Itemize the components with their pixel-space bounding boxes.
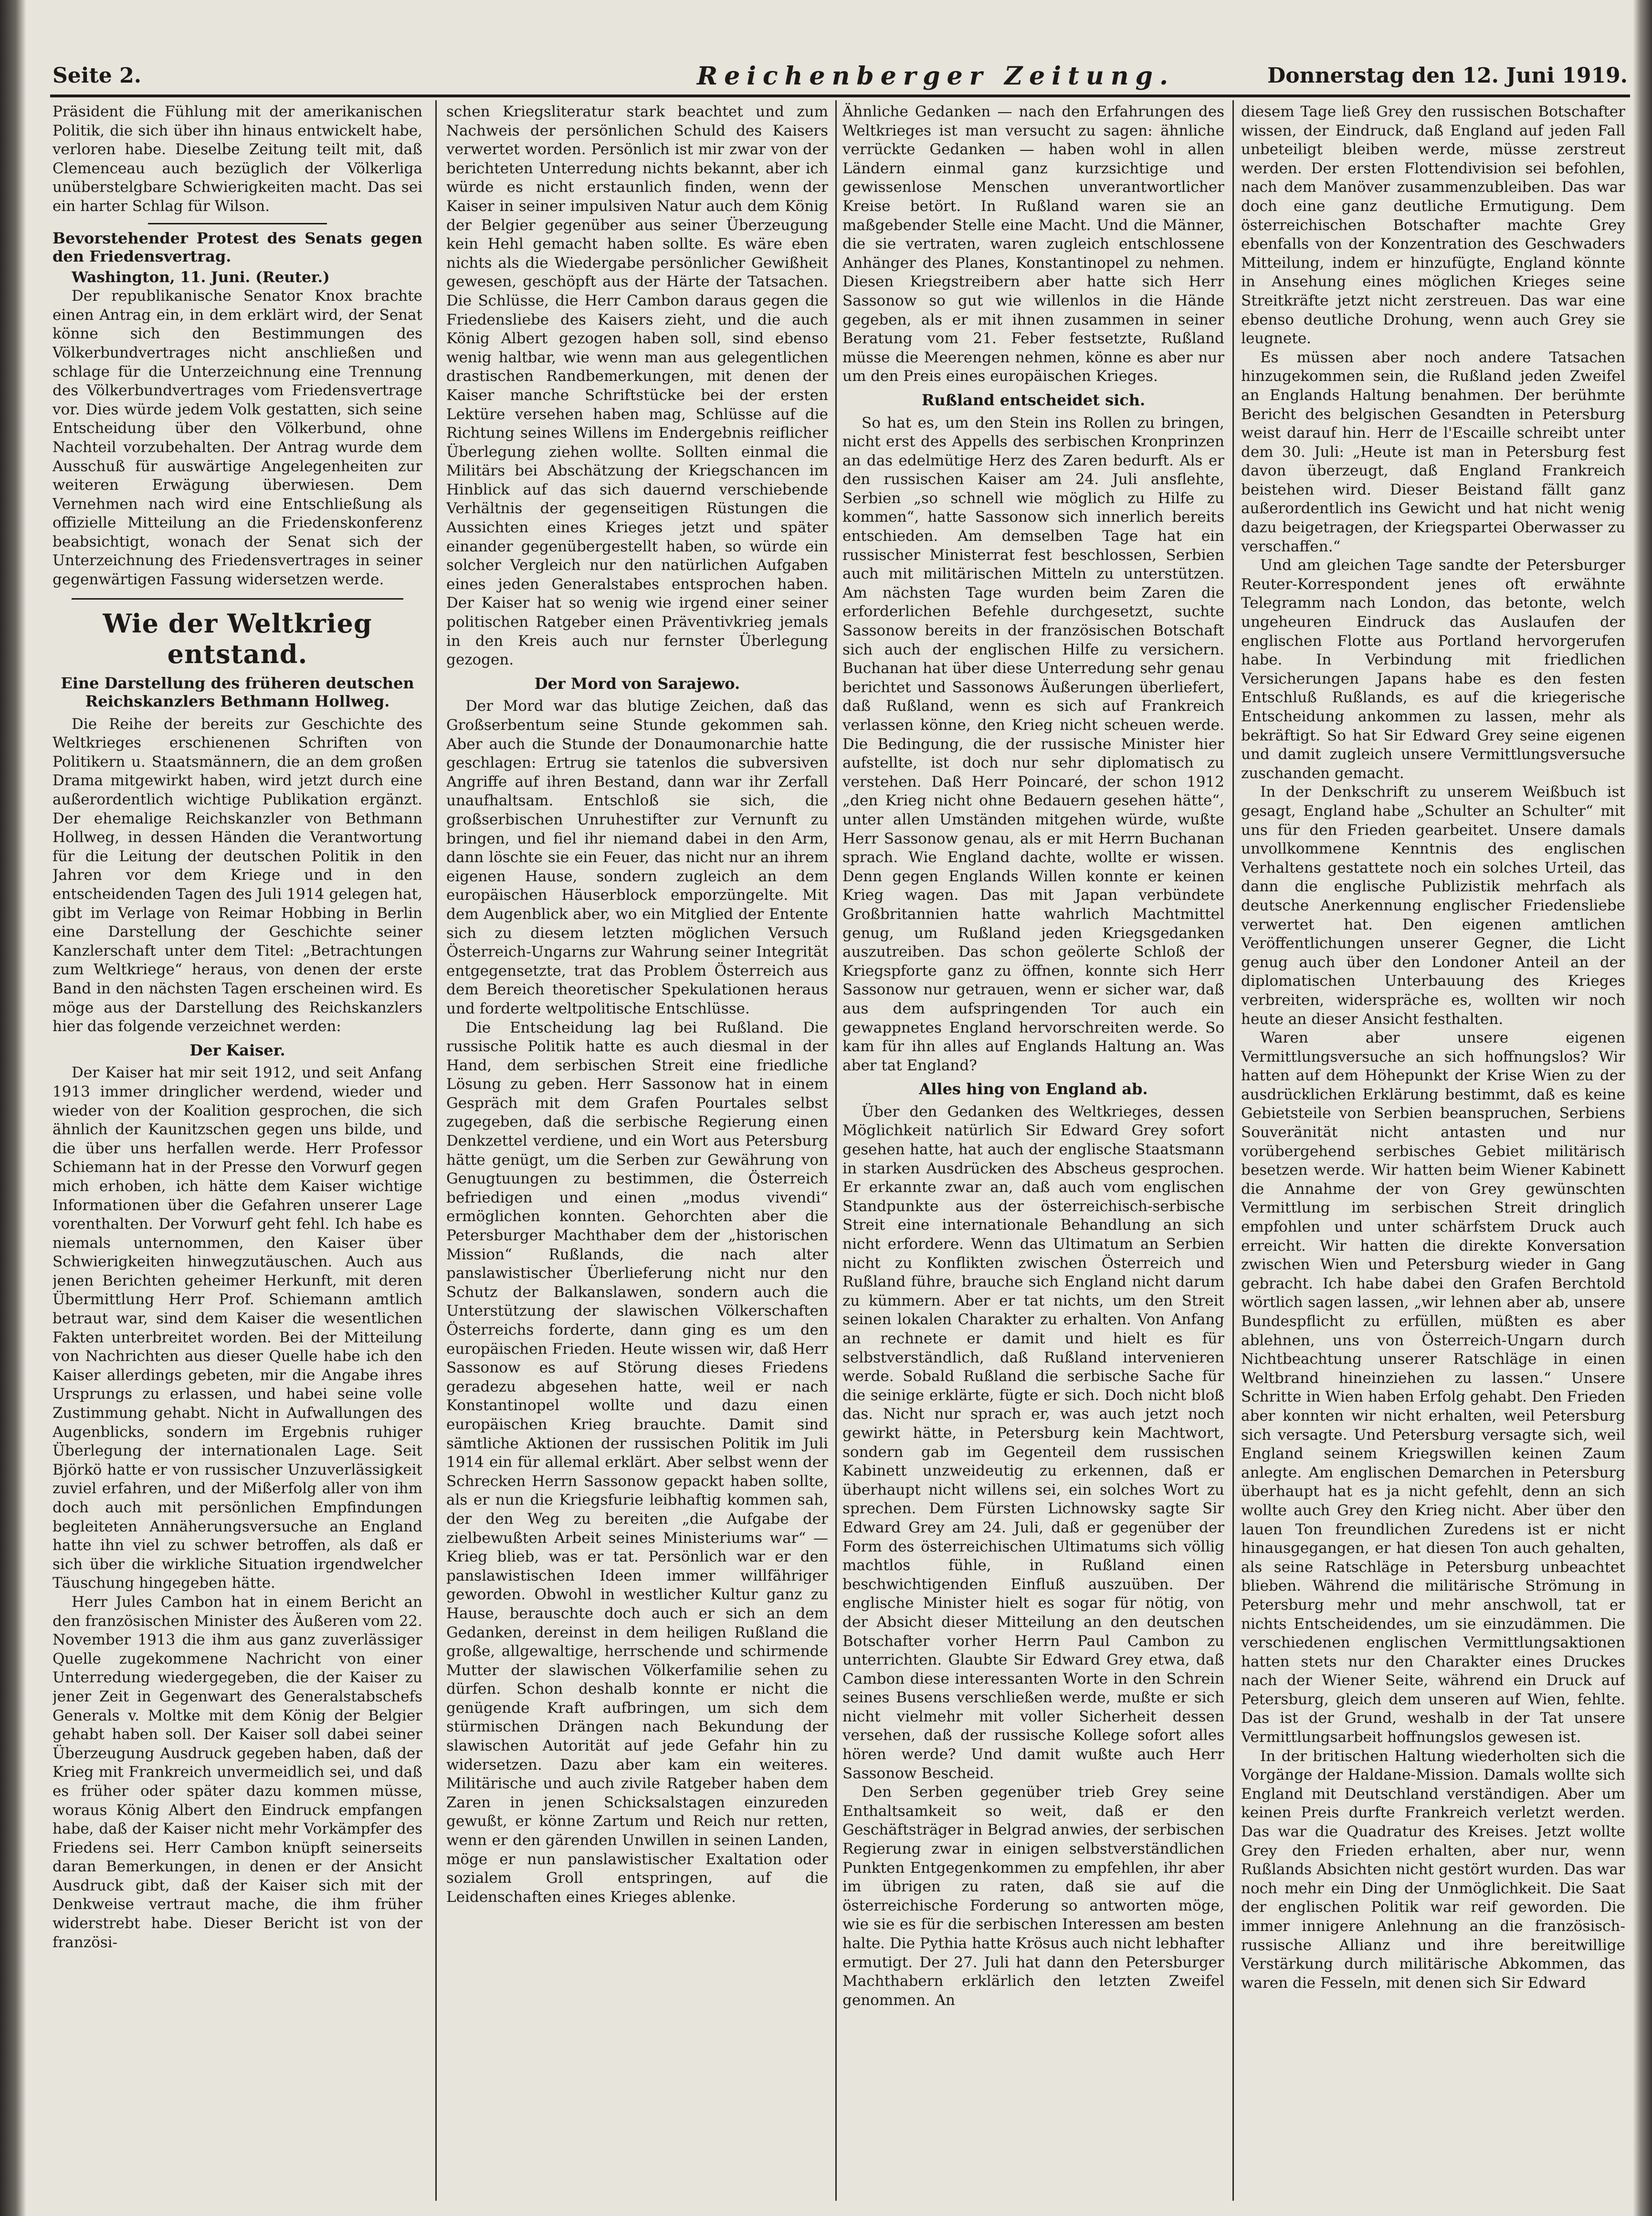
paragraph: Den Serben gegenüber trieb Grey seine Enthaltsamkeit so weit, daß er den Geschäftsträger in Belgrad anwies, der serbischen Regierung zwar in einigen selbstverständlichen Punkten Entgegenkommen zu empfehlen, ihr aber im übrigen zu raten, daß sie auf die österreichische Forderung so antworten möge, wie sie es für die serbischen Interessen am besten halte. Die Pythia hatte Krösus auch nicht lebhafter ermutigt. Der 27. Juli hat dann den Petersburger Machthabern erklärlich den letzten Zweifel genommen. An bbox=[842, 1783, 1224, 2009]
paragraph: Der Mord war das blutige Zeichen, daß das Großserbentum seine Stunde gekommen sah. Aber auch die Stunde der Donaumonarchie hatte geschlagen: Ertrug sie tatenlos die subversiven Angriffe auf ihren Bestand, dann war ihr Zerfall unaufhaltsam. Entschloß sie sich, die großserbischen Unruhestifter zur Vernunft zu bringen, und fiel ihr niemand dabei in den Arm, dann löschte sie ein Feuer, das nicht nur an ihrem eigenen Hause, sondern zugleich an dem europäischen Häuserblock emporzüngelte. Mit dem Augenblick aber, wo ein Mitglied der Entente sich zu diesem letzten möglichen Versuch Österreich-Ungarns zur Wahrung seiner Integrität entgegensetzte, trat das Problem Österreich aus dem Bereich theoretischer Spekulationen heraus und forderte weltpolitische Entschlüsse. bbox=[446, 697, 828, 1017]
paragraph: Der Kaiser hat mir seit 1912, und seit Anfang 1913 immer dringlicher werdend, wieder und wieder von der Koalition gesprochen, die sich ähnlich der Kaunitzschen gegen uns bilde, und die über uns herfallen werde. Herr Professor Schiemann hat in der Presse den Vorwurf gegen mich erhoben, ich hätte dem Kaiser wichtige Informationen über die Gefahren unserer Lage vorenthalten. Der Vorwurf geht fehl. Ich habe es niemals unternommen, den Kaiser über Schwierigkeiten hinwegzutäuschen. Auch aus jenen Berichten geheimer Herkunft, mit deren Übermittlung Herr Prof. Schiemann amtlich betraut war, sind dem Kaiser die wesentlichen Fakten unterbreitet worden. Bei der Mitteilung von Nachrichten aus dieser Quelle habe ich den Kaiser allerdings gebeten, mir die Angabe ihres Ursprungs zu erlassen, und habei seine volle Zustimmung gehabt. Nicht in Aufwallungen des Augenblicks, sondern im Ergebnis ruhiger Überlegung der internationalen Lage. Seit Björkö hatte er von russischer Unzuverlässigkeit zuviel erfahren, und der Mißerfolg aller von ihm doch auch mit persönlichen Empfindungen begleiteten Annäherungsversuche an England hatte ihn viel zu schwer betroffen, als daß er sich über die wirkliche Situation irgendwelcher Täuschung hingegeben hätte. bbox=[53, 1064, 422, 1592]
column-1 bbox=[53, 103, 422, 2194]
section-heading: Alles hing von England ab. bbox=[919, 1080, 1148, 1098]
column-rule-3 bbox=[1232, 100, 1234, 2201]
paragraph: In der britischen Haltung wiederholten sich die Vorgänge der Haldane-Mission. Damals wollte sich England mit Deutschland verständigen. Aber um keinen Preis durfte Frankreich verletzt werden. Das war die Quadratur des Kreises. Jetzt wollte Grey den Frieden erhalten, aber nur, wenn Rußlands Absichten nicht gestört wurden. Das war noch mehr ein Ding der Unmöglichkeit. Die Saat der englischen Politik war reif geworden. Die immer innigere Anlehnung an die französisch-russische Allianz und ihre bereitwillige Verstärkung durch militärische Abkommen, das waren die Fesseln, mit denen sich Sir Edward bbox=[1241, 1747, 1625, 1992]
column-4 bbox=[1241, 103, 1625, 2194]
paragraph: Präsident die Fühlung mit der amerikanischen Politik, die sich über ihn hinaus entwickelt habe, verloren habe. Dieselbe Zeitung teilt mit, daß Clemenceau auch bezüglich der Völkerliga unüberstelgbare Schwierigkeiten macht. Das sei ein harter Schlag für Wilson. bbox=[53, 103, 422, 215]
header-rule bbox=[50, 95, 1630, 97]
paragraph: Es müssen aber noch andere Tatsachen hinzugekommen sein, die Rußland jeden Zweifel an Englands Haltung benahmen. Der berühmte Bericht des belgischen Gesandten in Petersburg weist darauf hin. Herr de l'Escaille schreibt unter dem 30. Juli: „Heute ist man in Petersburg fest davon überzeugt, daß England Frankreich beistehen wird. Dieser Beistand fällt ganz außerordentlich ins Gewicht und hat nicht wenig dazu beigetragen, der Kriegspartei Oberwasser zu verschaffen.“ bbox=[1241, 348, 1625, 555]
main-headline: Wie der Weltkrieg entstand. bbox=[103, 608, 372, 669]
section-heading: Der Mord von Sarajewo. bbox=[534, 674, 740, 693]
paragraph: schen Kriegsliteratur stark beachtet und zum Nachweis der persönlichen Schuld des Kaisers verwertet worden. Persönlich ist mir zwar von der berichteten Unterredung nichts bekannt, aber ich würde es nicht erstaunlich finden, wenn der Kaiser in seiner impulsiven Natur auch dem König der Belgier gegenüber aus seiner Überzeugung kein Hehl gemacht haben sollte. Es wäre eben nichts als die Wiedergabe persönlicher Gewißheit gewesen, geschöpft aus der Härte der Tatsachen. Die Schlüsse, die Herr Cambon daraus gegen die Friedensliebe des Kaisers zieht, und die auch König Albert gezogen haben soll, sind ebenso wenig haltbar, wie wenn man aus gelegentlichen drastischen Randbemerkungen, mit denen der Kaiser manche Schriftstücke bei der ersten Lektüre versehen haben mag, Schlüsse auf die Richtung seines Willens im Endergebnis reiflicher Überlegung ziehen wollte. Sollten einmal die Militärs bei Abschätzung der Kriegschancen im Hinblick auf das sich dauernd verschiebende Verhältnis der gegenseitigen Rüstungen die Aussichten eines Krieges jetzt und später einander gegenübergestellt haben, so würde ein solcher Vergleich nur den natürlichen Aufgaben eines jeden Generalstabes entsprochen haben. Der Kaiser hat so wenig wie irgend einer seiner politischen Ratgeber einen Präventivkrieg jemals in den Kreis auch nur fernster Überlegung gezogen. bbox=[446, 103, 828, 669]
column-rule-1 bbox=[435, 100, 437, 2201]
paragraph: Der republikanische Senator Knox brachte einen Antrag ein, in dem erklärt wird, der Senat könne sich den Bestimmungen des Völkerbundvertrages nicht anschließen und schlage für die Unterzeichnung eine Trennung des Völkerbundvertrages vom Friedensvertrage vor. Dies würde jedem Volk gestatten, sich seine Entscheidung über den Völkerbund, ohne Nachteil vorzubehalten. Der Antrag wurde dem Ausschuß für auswärtige Angelegenheiten zur weiteren Erwägung überwiesen. Dem Vernehmen nach wird eine Entschließung als offizielle Mitteilung an die Friedenskonferenz beabsichtigt, wonach der Senat sich der Unterzeichnung des Friedensvertrages in seiner gegenwärtigen Fassung widersetzen werde. bbox=[53, 287, 422, 589]
scan-edge-left bbox=[0, 0, 26, 2216]
paragraph: Und am gleichen Tage sandte der Petersburger Reuter-Korrespondent jenes oft erwähnte Telegramm nach London, das betonte, welch ungeheuren Eindruck das Auslaufen der englischen Flotte aus Portland hervorgerufen habe. In Verbindung mit friedlichen Versicherungen Japans habe es den festen Entschluß Rußlands, es auf die kriegerische Entscheidung ankommen zu lassen, mehr als bekräftigt. So hat Sir Edward Grey seine eigenen und damit zugleich unsere Vermittlungsversuche zuschanden gemacht. bbox=[1241, 557, 1625, 782]
paragraph: Die Entscheidung lag bei Rußland. Die russische Politik hatte es auch diesmal in der Hand, dem serbischen Streit eine friedliche Lösung zu geben. Herr Sassonow hat in einem Gespräch mit dem Grafen Pourtales selbst zugegeben, daß die serbische Regierung einen Denkzettel verdiene, und ein Wort aus Petersburg hätte genügt, um die Serben zur Gewährung von Genugtuungen zu bestimmen, die Österreich befriedigen und einen „modus vivendi“ ermöglichen konnten. Gehorchten aber die Petersburger Machthaber dem der „historischen Mission“ Rußlands, die nach alter panslawistischer Überlieferung nicht nur den Schutz der Balkanslawen, sondern auch die Unterstützung der slawischen Völkerschaften Österreichs forderte, dann ging es um den europäischen Frieden. Heute wissen wir, daß Herr Sassonow es auf Störung dieses Friedens geradezu abgesehen hatte, weil er nach Konstantinopel wollte und dazu einen europäischen Krieg brauchte. Damit sind sämtliche Aktionen der russischen Politik im Juli 1914 ein für allemal erklärt. Aber selbst wenn der Schrecken Herrn Sassonow gepackt haben sollte, als er nun die Kriegsfurie leibhaftig kommen sah, der den Weg zu bereiten „die Aufgabe der zielbewußten Arbeit seines Ministeriums war“ — Krieg blieb, was er tat. Persönlich war er den panslawistischen Ideen immer willfähriger geworden. Obwohl in westlicher Kultur ganz zu Hause, berauschte doch auch er sich an dem Gedanken, dereinst in dem heiligen Rußland die große, allgewaltige, herrschende und schirmende Mutter der slawischen Völkerfamilie sehen zu dürfen. Schon deshalb konnte er nicht die genügende Kraft aufbringen, um sich dem stürmischen Drängen nach Bekundung der slawischen Autorität auf jede Gefahr hin zu widersetzen. Dazu aber kam ein weiteres. Militärische und auch zivile Ratgeber haben dem Zaren in jenen Schicksalstagen einzureden gewußt, er könne Zartum und Reich nur retten, wenn er den gärenden Unwillen in seinen Landen, möge er nun panslawistischer Exaltation oder sozialem Groll entspringen, auf die Leidenschaften eines Krieges ablenke. bbox=[446, 1019, 828, 1906]
paragraph: diesem Tage ließ Grey den russischen Botschafter wissen, der Eindruck, daß England auf jeden Fall unbeteiligt bleiben werde, müsse zerstreut werden. Der ersten Flottendivision sei befohlen, nach dem Manöver zusammenzubleiben. Das war doch eine ganz deutliche Ermutigung. Dem österreichischen Botschafter machte Grey ebenfalls von der Konzentration des Geschwaders Mitteilung, indem er hinzufügte, England könnte in Ansehung eines möglichen Krieges seine Streitkräfte jetzt nicht zerstreuen. Das war eine ebenso deutliche Drohung, wenn auch Grey sie leugnete. bbox=[1241, 103, 1625, 348]
column-2 bbox=[446, 103, 828, 2194]
paragraph: Waren aber unsere eigenen Vermittlungsversuche an sich hoffnungslos? Wir hatten auf dem Höhepunkt der Krise Wien zu der ausdrücklichen Erklärung bestimmt, daß es keine Gebietsteile von Serbien beanspruchen, Serbiens Souveränität nicht antasten und nur vorübergehend serbisches Gebiet militärisch besetzen werde. Wir hatten beim Wiener Kabinett die Annahme der von Grey gewünschten Vermittlung im serbischen Streit dringlich empfohlen und unter schärfstem Druck auch erreicht. Wir hatten die direkte Konversation zwischen Wien und Petersburg wieder in Gang gebracht. Ich habe dabei den Grafen Berchtold wörtlich sagen lassen, „wir lehnen aber ab, unsere Bundespflicht zu erfüllen, müßten es aber ablehnen, uns von Österreich-Ungarn durch Nichtbeachtung unserer Ratschläge in einen Weltbrand hineinziehen zu lassen.“ Unsere Schritte in Wien haben Erfolg gehabt. Den Frieden aber konnten wir nicht erhalten, weil Petersburg sich versagte. Und Petersburg versagte sich, weil England seinem Kriegswillen keinen Zaum anlegte. Am englischen Demarchen in Petersburg überhaupt hat es ja nicht gefehlt, denn an sich wollte auch Grey den Krieg nicht. Aber über den lauen Ton freundlichen Zuredens ist er nicht hinausgegangen, er hat diesen Ton auch gehalten, als seine Ratschläge in Petersburg unbeachtet blieben. Während die militärische Strömung in Petersburg mehr und mehr anschwoll, tat er nichts Entscheidendes, um sie einzudämmen. Die verschiedenen englischen Vermittlungsaktionen hatten stets nur den Charakter eines Druckes nach der Wiener Seite, während ein Druck auf Petersburg, gleich dem unseren auf Wien, fehlte. Das ist der Grund, weshalb in der Tat unsere Vermittlungsarbeit hoffnungslos gewesen ist. bbox=[1241, 1029, 1625, 1746]
column-3 bbox=[842, 103, 1224, 2194]
page-number: Seite 2. bbox=[53, 63, 142, 88]
separator bbox=[72, 598, 403, 600]
section-heading: Rußland entscheidet sich. bbox=[921, 390, 1146, 409]
section-heading: Der Kaiser. bbox=[189, 1041, 285, 1059]
paragraph: Über den Gedanken des Weltkrieges, dessen Möglichkeit natürlich Sir Edward Grey sofort gesehen hatte, hat auch der englische Staatsmann in starken Ausdrücken des Abscheus gesprochen. Er erkannte zwar an, daß auch vom englischen Standpunkte aus der österreichisch-serbische Streit eine internationale Behandlung an sich nicht erfordere. Wenn das Ultimatum an Serbien nicht zu Konflikten zwischen Österreich und Rußland führe, brauche sich England nicht darum zu kümmern. Aber er tat nichts, um den Streit seinen lokalen Charakter zu erhalten. Von Anfang an rechnete er damit und hielt es für selbstverständlich, daß Rußland intervenieren werde. Sobald Rußland die serbische Sache für die seinige erklärte, fügte er sich. Doch nicht bloß das. Nicht nur sprach er, was auch jetzt noch gewirkt hätte, in Petersburg kein Machtwort, sondern gab im Gegenteil dem russischen Kabinett unzweideutig zu erkennen, daß er überhaupt nicht willens sei, ein solches Wort zu sprechen. Dem Fürsten Lichnowsky sagte Sir Edward Grey am 24. Juli, daß er gegenüber der Form des österreichischen Ultimatums sich völlig machtlos fühle, in Rußland einen beschwichtigenden Einfluß auszuüben. Der englische Minister hielt es sogar für nötig, von der Absicht dieser Mitteilung an den deutschen Botschafter vorher Herrn Paul Cambon zu unterrichten. Glaubte Sir Edward Grey etwa, daß Cambon diese interessanten Worte in den Schrein seines Busens verschließen werde, mußte er sich nicht vielmehr mit voller Sicherheit dessen versehen, daß der russische Kollege sofort alles hören werde? Und damit wußte auch Herr Sassonow Bescheid. bbox=[842, 1103, 1224, 1782]
separator bbox=[148, 223, 327, 224]
newspaper-title: Reichenberger Zeitung. bbox=[697, 62, 1175, 91]
issue-date: Donnerstag den 12. Juni 1919. bbox=[1267, 63, 1628, 88]
dateline: Washington, 11. Juni. (Reuter.) bbox=[72, 268, 330, 286]
paragraph: Die Reihe der bereits zur Geschichte des Weltkrieges erschienenen Schriften von Politikern u. Staatsmännern, die an dem großen Drama mitgewirkt haben, wird jetzt durch eine außerordentlich wichtige Publikation ergänzt. Der ehemalige Reichskanzler von Bethmann Hollweg, in dessen Händen die Verantwortung für die Leitung der deutschen Politik in den Jahren vor dem Kriege und in den entscheidenden Tagen des Juli 1914 gelegen hat, gibt im Verlage von Reimar Hobbing in Berlin eine Darstellung der Geschichte seiner Kanzlerschaft unter dem Titel: „Betrachtungen zum Weltkriege“ heraus, von denen der erste Band in den nächsten Tagen erscheinen wird. Es möge aus der Darstellung des Reichskanzlers hier das folgende verzeichnet werden: bbox=[53, 715, 422, 1035]
paragraph: So hat es, um den Stein ins Rollen zu bringen, nicht erst des Appells des serbischen Kronprinzen an das edelmütige Herz des Zaren bedurft. Als er den russischen Kaiser am 24. Juli ansflehte, Serbien „so schnell wie möglich zu Hilfe zu kommen“, hatte Sassonow sich innerlich bereits entschieden. Am demselben Tage hat ein russischer Ministerrat fest beschlossen, Serbien auch mit militärischen Mitteln zu unterstützen. Am nächsten Tage wurden beim Zaren die erforderlichen Befehle durchgesetzt, suchte Sassonow bereits in der französischen Botschaft sich auch der englischen Hilfe zu versichern. Buchanan hat über diese Unterredung sehr genau berichtet und Sassonows Äußerungen überliefert, daß Rußland, wenn es sich auf Frankreich verlassen könne, den Krieg nicht scheuen werde. Die Bedingung, die der russische Minister hier aufstellte, ist doch nur sehr diplomatisch zu verstehen. Daß Herr Poincaré, der schon 1912 „den Krieg nicht ohne Bedauern gesehen hätte“, unter allen Umständen mitgehen würde, wußte Herr Sassonow genau, als er mit Herrn Buchanan sprach. Wie England dachte, wollte er wissen. Denn gegen Englands Willen konnte er keinen Krieg wagen. Das mit Japan verbündete Großbritannien hatte wahrlich Machtmittel genug, um Rußland jeden Kriegsgedanken auszutreiben. Das schon geölerte Schloß der Kriegspforte ganz zu öffnen, konnte sich Herr Sassonow nur getrauen, wenn er sicher war, daß aus dem aufspringenden Tor auch ein gewappnetes England hervorschreiten werde. So kam für ihn alles auf Englands Haltung an. Was aber tat England? bbox=[842, 414, 1224, 1074]
article-headline: Bevorstehender Protest des Senats gegen den Friedensvertrag. bbox=[53, 229, 422, 265]
page-header bbox=[53, 60, 1628, 98]
scan-edge-right bbox=[1633, 0, 1652, 2216]
paragraph: Ähnliche Gedanken — nach den Erfahrungen des Weltkrieges ist man versucht zu sagen: ähnliche verrückte Gedanken — haben wohl in allen Ländern einmal ganz kurzsichtige und gewissenlose Menschen unverantwortlicher Kreise betört. In Rußland waren sie an maßgebender Stelle eine Macht. Und die Männer, die sie vertraten, waren zugleich entschlossene Anhänger des Planes, Konstantinopel zu nehmen. Diesen Kriegstreibern aber hatte sich Herr Sassonow so gut wie willenlos in die Hände gegeben, als er mit ihnen zusammen in seiner Beratung vom 21. Feber festsetzte, Rußland müsse die Meerengen nehmen, könne es aber nur um den Preis eines europäischen Krieges. bbox=[842, 103, 1224, 385]
main-subheadline: Eine Darstellung des früheren deutschen Reichskanzlers Bethmann Hollweg. bbox=[61, 674, 414, 710]
paragraph: In der Denkschrift zu unserem Weißbuch ist gesagt, England habe „Schulter an Schulter“ mit uns für den Frieden gearbeitet. Unsere damals unvollkommene Kenntnis des englischen Verhaltens gestattete noch ein solches Urteil, das dann die englische Publizistik mehrfach als deutsche Anerkennung englischer Friedensliebe verwertet hat. Den eigenen amtlichen Veröffentlichungen unserer Gegner, die Licht genug auch über den Londoner Anteil an der diplomatischen Unterbauung des Krieges verbreiten, widerspräche es, wollten wir noch heute an dieser Ansicht festhalten. bbox=[1241, 783, 1625, 1028]
column-rule-2 bbox=[835, 100, 837, 2201]
paragraph: Herr Jules Cambon hat in einem Bericht an den französischen Minister des Äußeren vom 22. November 1913 die ihm aus ganz zuverlässiger Quelle zugekommene Nachricht von einer Unterredung wiedergegeben, die der Kaiser zu jener Zeit in Gegenwart des Generalstabschefs Generals v. Moltke mit dem König der Belgier gehabt haben soll. Der Kaiser soll dabei seiner Überzeugung Ausdruck gegeben haben, daß der Krieg mit Frankreich unvermeidlich sei, und daß es früher oder später dazu kommen müsse, woraus König Albert den Eindruck empfangen habe, daß der Kaiser nicht mehr Vorkämpfer des Friedens sei. Herr Cambon knüpft seinerseits daran Bemerkungen, in denen er der Ansicht Ausdruck gibt, daß der Kaiser sich mit der Denkweise vertraut mache, die ihm früher widerstrebt habe. Dieser Bericht ist von der französi- bbox=[53, 1593, 422, 1951]
